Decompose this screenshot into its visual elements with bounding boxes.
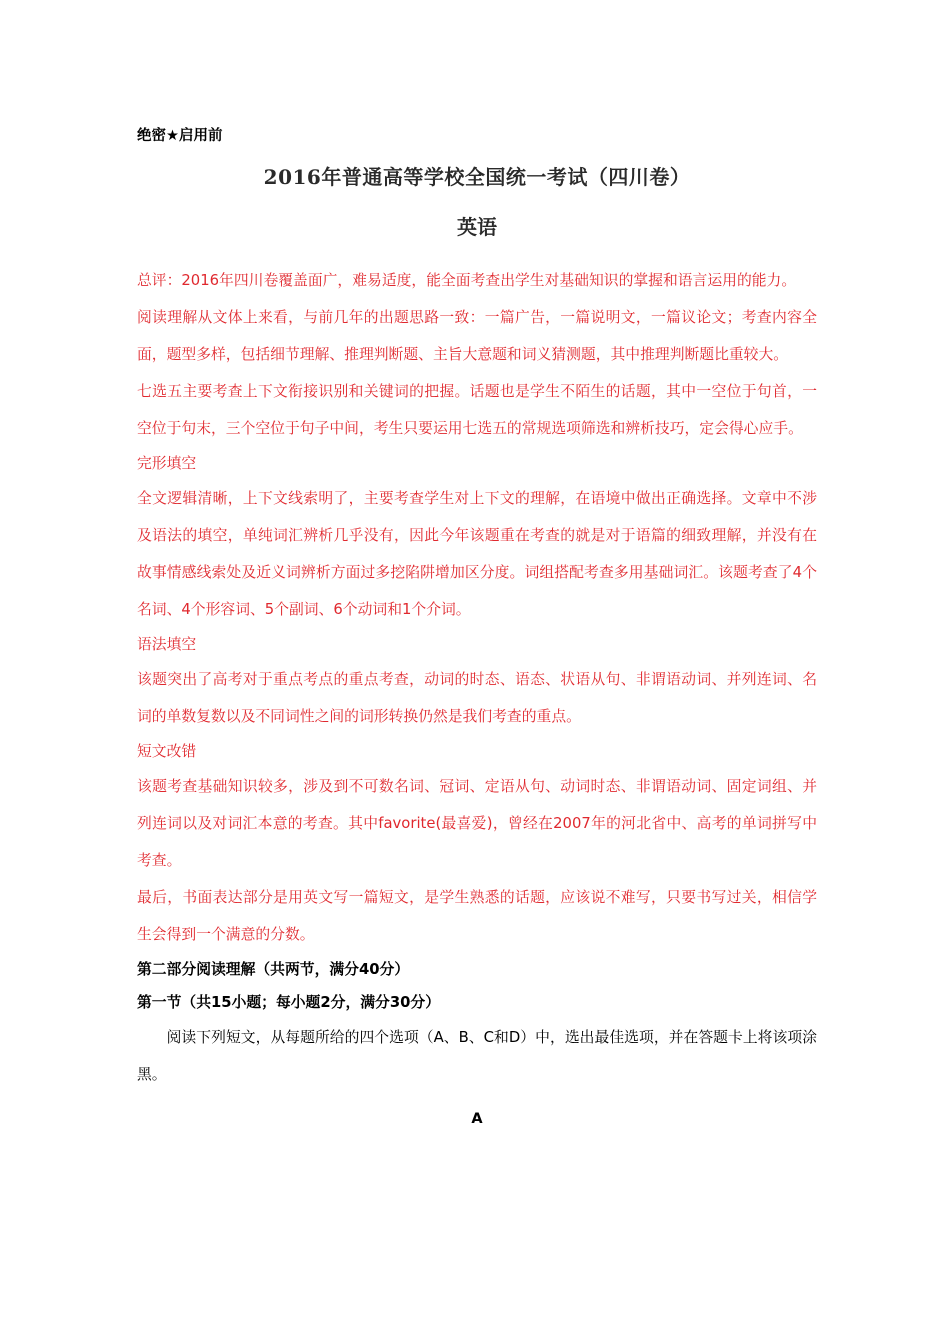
grammar-comment: 该题突出了高考对于重点考点的重点考查，动词的时态、语态、状语从句、非谓语动词、并列连词、名词的单数复数以及不同词性之间的词形转换仍然是我们考查的重点。: [137, 671, 817, 725]
part-two-heading: 第二部分阅读理解（共两节，满分40分）: [137, 961, 410, 978]
cloze-heading: 完形填空: [137, 455, 197, 472]
seven-five-comment: 七选五主要考查上下文衔接识别和关键词的把握。话题也是学生不陌生的话题，其中一空位于句首，一空位于句末，三个空位于句子中间，考生只要运用七选五的常规选项筛选和辨析技巧，定会得心应手。: [137, 383, 817, 437]
grammar-heading: 语法填空: [137, 636, 197, 653]
section-one-heading: 第一节（共15小题；每小题2分，满分30分）: [137, 994, 441, 1011]
reading-comment: 阅读理解从文体上来看，与前几年的出题思路一致：一篇广告，一篇说明文，一篇议论文；考查内容全面，题型多样，包括细节理解、推理判断题、主旨大意题和词义猜测题，其中推理判断题比重较大。: [137, 309, 817, 363]
document-page: [137, 125, 817, 1131]
overall-comment: 总评：2016年四川卷覆盖面广，难易适度，能全面考查出学生对基础知识的掌握和语言运用的能力。: [137, 272, 797, 289]
exam-title: 2016年普通高等学校全国统一考试（四川卷）: [263, 165, 691, 189]
confidential-label: 绝密★启用前: [137, 128, 223, 144]
correction-comment: 该题考查基础知识较多，涉及到不可数名词、冠词、定语从句、动词时态、非谓语动词、固定词组、并列连词以及对词汇本意的考查。其中favorite(最喜爱)，曾经在2007年的河北省中、高考的单词拼写中考查。: [137, 778, 817, 869]
passage-label: A: [471, 1111, 483, 1127]
cloze-comment: 全文逻辑清晰，上下文线索明了，主要考查学生对上下文的理解，在语境中做出正确选择。文章中不涉及语法的填空，单纯词汇辨析几乎没有，因此今年该题重在考查的就是对于语篇的细致理解，并没有在故事情感线索处及近义词辨析方面过多挖陷阱增加区分度。词组搭配考查多用基础词汇。该题考查了4个名词、4个形容词、5个副词、6个动词和1个介词。: [137, 490, 817, 618]
writing-comment: 最后，书面表达部分是用英文写一篇短文，是学生熟悉的话题，应该说不难写，只要书写过关，相信学生会得到一个满意的分数。: [137, 889, 817, 943]
reading-instructions: 阅读下列短文，从每题所给的四个选项（A、B、C和D）中，选出最佳选项，并在答题卡上将该项涂黑。: [137, 1029, 817, 1083]
correction-heading: 短文改错: [137, 743, 197, 760]
subject-title: 英语: [457, 215, 497, 239]
